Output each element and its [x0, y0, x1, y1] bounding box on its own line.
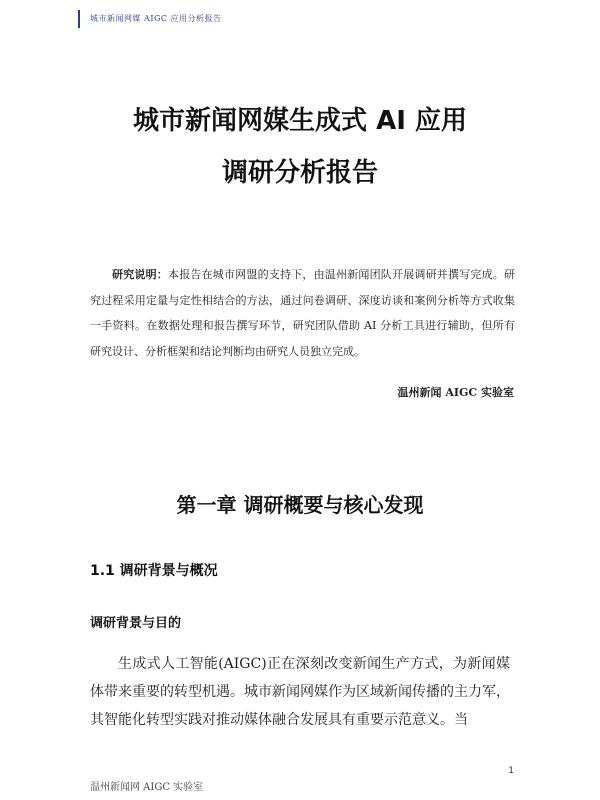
running-header: 城市新闻网媒 AIGC 应用分析报告: [78, 10, 222, 28]
body-paragraph: 生成式人工智能(AIGC)正在深刻改变新闻生产方式，为新闻媒体带来重要的转型机遇。城市新闻网媒作为区域新闻传播的主力军，其智能化转型实践对推动媒体融合发展具有重要示范意义。当: [90, 656, 510, 728]
section-heading: 1.1 调研背景与概况: [90, 563, 218, 579]
subsection-heading: 调研背景与目的: [90, 616, 182, 631]
page-number: 1: [508, 766, 514, 776]
report-title-line-1: 城市新闻网媒生成式 AI 应用: [133, 106, 467, 136]
footer-org: 温州新闻网 AIGC 实验室: [90, 782, 204, 793]
author-signature: 温州新闻 AIGC 实验室: [397, 386, 514, 399]
report-title-line-2: 调研分析报告: [221, 158, 378, 188]
chapter-title: 第一章 调研概要与核心发现: [176, 493, 424, 517]
research-note: [90, 262, 515, 364]
research-note-label: 研究说明：: [112, 268, 168, 281]
research-note-text: 本报告在城市网盟的支持下，由温州新闻团队开展调研并撰写完成。研究过程采用定量与定性相结合的方法，通过问卷调研、深度访谈和案例分析等方式收集一手资料。在数据处理和报告撰写环节，研究团队借助 AI 分析工具进行辅助，但所有研究设计、分析框架和结论判断均由研究人员独立完成。: [90, 268, 515, 358]
